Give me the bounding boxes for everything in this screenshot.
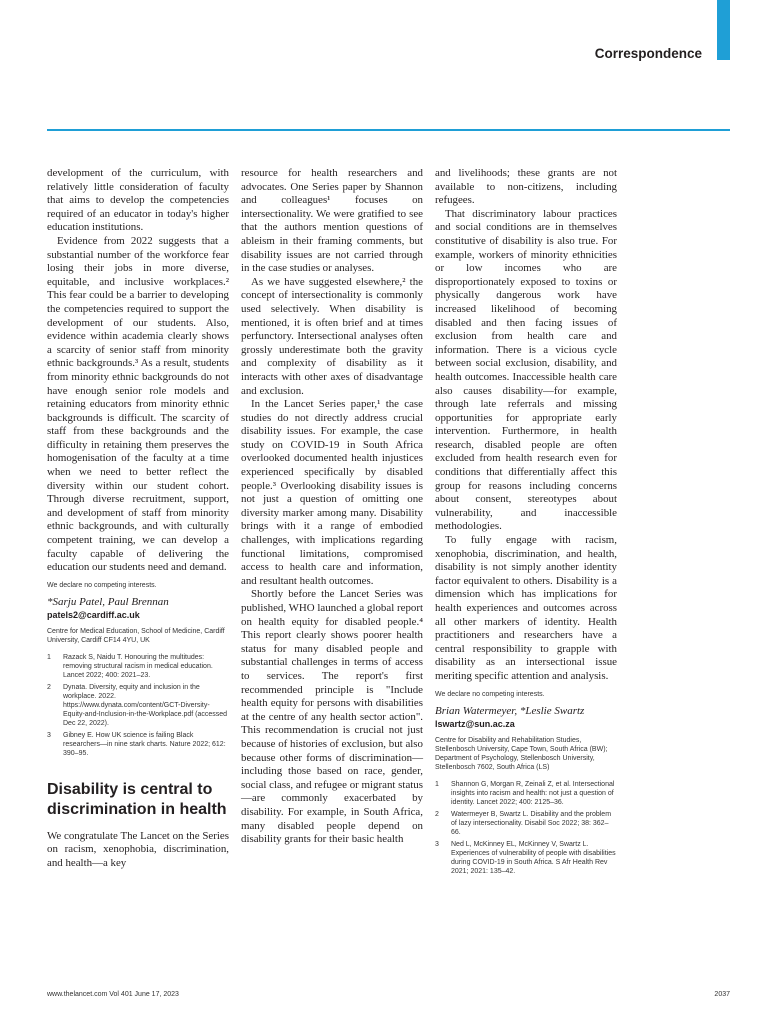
letter2-paragraph-4: Shortly before the Lancet Series was published, WHO launched a global report on health equity for disabled people.⁴ This report clearly shows poorer health status for many disabled people and substantial challenges in terms of access to services. The report's first recommended principle is "Include health equity for persons with disabilities at the centre of any health sector action". This recommendation is crucial not just because of histories of exclusion, but also because other forms of discrimination—including those based on race, gender, social class, and refugee or migrant status—are commonly exacerbated by disability. For example, in South Africa, many disabled people depend on disability grants for their basic health [241,588,423,846]
section-title: Correspondence [594,46,702,61]
reference-item: 2 Dynata. Diversity, equity and inclusion in the workplace. 2022. https://www.dynata.com/content/GCT-Diversity-Equity-and-Inclusion-in-the-Workplace.pdf (accessed Dec 22, 2022). [47,683,228,727]
author-email[interactable]: patels2@cardiff.ac.uk [47,609,140,620]
letter2-paragraph-4-cont: and livelihoods; these grants are not available to non-citizens, including refugees. [435,167,617,207]
column-3 [435,167,617,879]
page-number: 2037 [714,991,730,998]
reference-list [47,653,229,758]
reference-item: 3 Ned L, McKinney EL, McKinney V, Swartz L. Experiences of vulnerability of people with disabilities during COVID-19 in South Africa. S Afr Health Rev 2021; 2021: 135–42. [435,840,616,875]
footer-journal-info: www.thelancet.com Vol 401 June 17, 2023 [47,991,179,998]
author-email[interactable]: lswartz@sun.ac.za [435,718,515,729]
letter2-paragraph-3: In the Lancet Series paper,¹ the case studies do not directly address crucial disability issues. For example, the case study on COVID-19 in South Africa overlooked documented health injustices experienced specifically by disabled people.³ Overlooking disability issues is not just a question of omitting one diversity marker among many. Disability brings with it a range of embodied challenges, with implications regarding functional limitations, compromised access to health care and information, and resultant health outcomes. [241,398,423,587]
header-rule [47,129,730,131]
letter2-paragraph-1-cont: resource for health researchers and advocates. One Series paper by Shannon and colleagues¹ focuses on intersectionality. We were gratified to see that the authors mention questions of ableism in their framing comments, but disability issues are not carried through in the case studies or analyses. [241,167,423,275]
letter2-paragraph-6: To fully engage with racism, xenophobia, discrimination, and health, disability is not simply another identity factor equivalent to others. Disability is a dimension which has implications for health experiences and outcomes across all other markers of identity. Health practitioners and researchers have a central responsibility to grapple with disability as an intersectional issue meriting specific attention and analysis. [435,534,617,682]
column-2 [241,167,423,847]
letter2-paragraph-2: As we have suggested elsewhere,² the concept of intersectionality is commonly used selectively. When disability is mentioned, it is often brief and at times perfunctory. Intersectional analyses often grossly underestimate both the gravity and complexity of disability as it interacts with other axes of disadvantage and exclusion. [241,275,423,397]
letter1-paragraph-2: Evidence from 2022 suggests that a substantial number of the workforce fear losing their jobs in more diverse, equitable, and inclusive workplaces.² This fear could be a barrier to developing the competencies required to support the development of our students. Also, evidence within academia clearly shows a scarcity of senior staff from minority ethnic backgrounds.³ As a result, students from minority ethnic backgrounds do not have enough senior role models and retaining educators from minority ethnic backgrounds is difficult. The scarcity of staff from these backgrounds and the difficulty in retaining them preserves the homogenisation of the faculty at a time when we need to better reflect the diversity within our student cohort. Through diverse recruitment, support, and development of staff from minority ethnic backgrounds, and with culturally competent training, we can develop a faculty capable of delivering the education our students need and demand. [47,234,229,574]
reference-list [435,780,617,876]
reference-item: 1 Shannon G, Morgan R, Zeinali Z, et al. Intersectional insights into racism and health: not just a question of identity. Lancet 2022; 400: 2125–36. [435,780,615,806]
author-affiliation: Centre for Medical Education, School of Medicine, Cardiff University, Cardiff CF14 4YU, UK [47,627,225,644]
reference-item: 3 Gibney E. How UK science is failing Black researchers—in nine stark charts. Nature 2022; 612: 390–95. [47,731,226,757]
letter1-paragraph-1: development of the curriculum, with relatively little consideration of faculty that aims to develop the competencies required of an educator in today's higher education institutions. [47,167,229,234]
author-names: Brian Watermeyer, *Leslie Swartz [435,704,585,717]
competing-interests: We declare no competing interests. [435,690,545,698]
reference-item: 2 Watermeyer B, Swartz L. Disability and the problem of lazy intersectionality. Disabil Soc 2022; 38: 362–66. [435,810,612,836]
letter2-paragraph-5: That discriminatory labour practices and social conditions are in themselves constitutive of disability is also true. For example, workers of minority ethnicities or low incomes who are disproportionately exposed to toxins or physically dangerous work have increased likelihood of becoming disabled and then facing issues of exclusion from health care and information. There is a vicious cycle between social exclusion, disability, and health outcomes. Inaccessible health care also causes disability—for example, through late referrals and missing opportunities for appropriate early intervention. Furthermore, in health research, disabled people are often excluded from health research even for conditions that differentially affect this group for reasons including concerns about consent, stereotypes about vulnerability, and inaccessible methodologies. [435,207,617,533]
section-tab-marker [717,0,730,60]
column-1 [47,167,229,871]
author-affiliation: Centre for Disability and Rehabilitation Studies, Stellenbosch University, Cape Town, South Africa (BW); Department of Psychology, Stellenbosch University, Stellenbosch 7602, South Africa (LS) [435,736,608,771]
letter-headline: Disability is central to discrimination in health [47,780,227,818]
reference-item: 1 Razack S, Naidu T. Honouring the multitudes: removing structural racism in medical education. Lancet 2022; 400: 2021–23. [47,653,213,679]
competing-interests: We declare no competing interests. [47,581,157,589]
letter2-paragraph-1: We congratulate The Lancet on the Series on racism, xenophobia, discrimination, and health—a key [47,829,229,869]
author-names: *Sarju Patel, Paul Brennan [47,595,169,608]
